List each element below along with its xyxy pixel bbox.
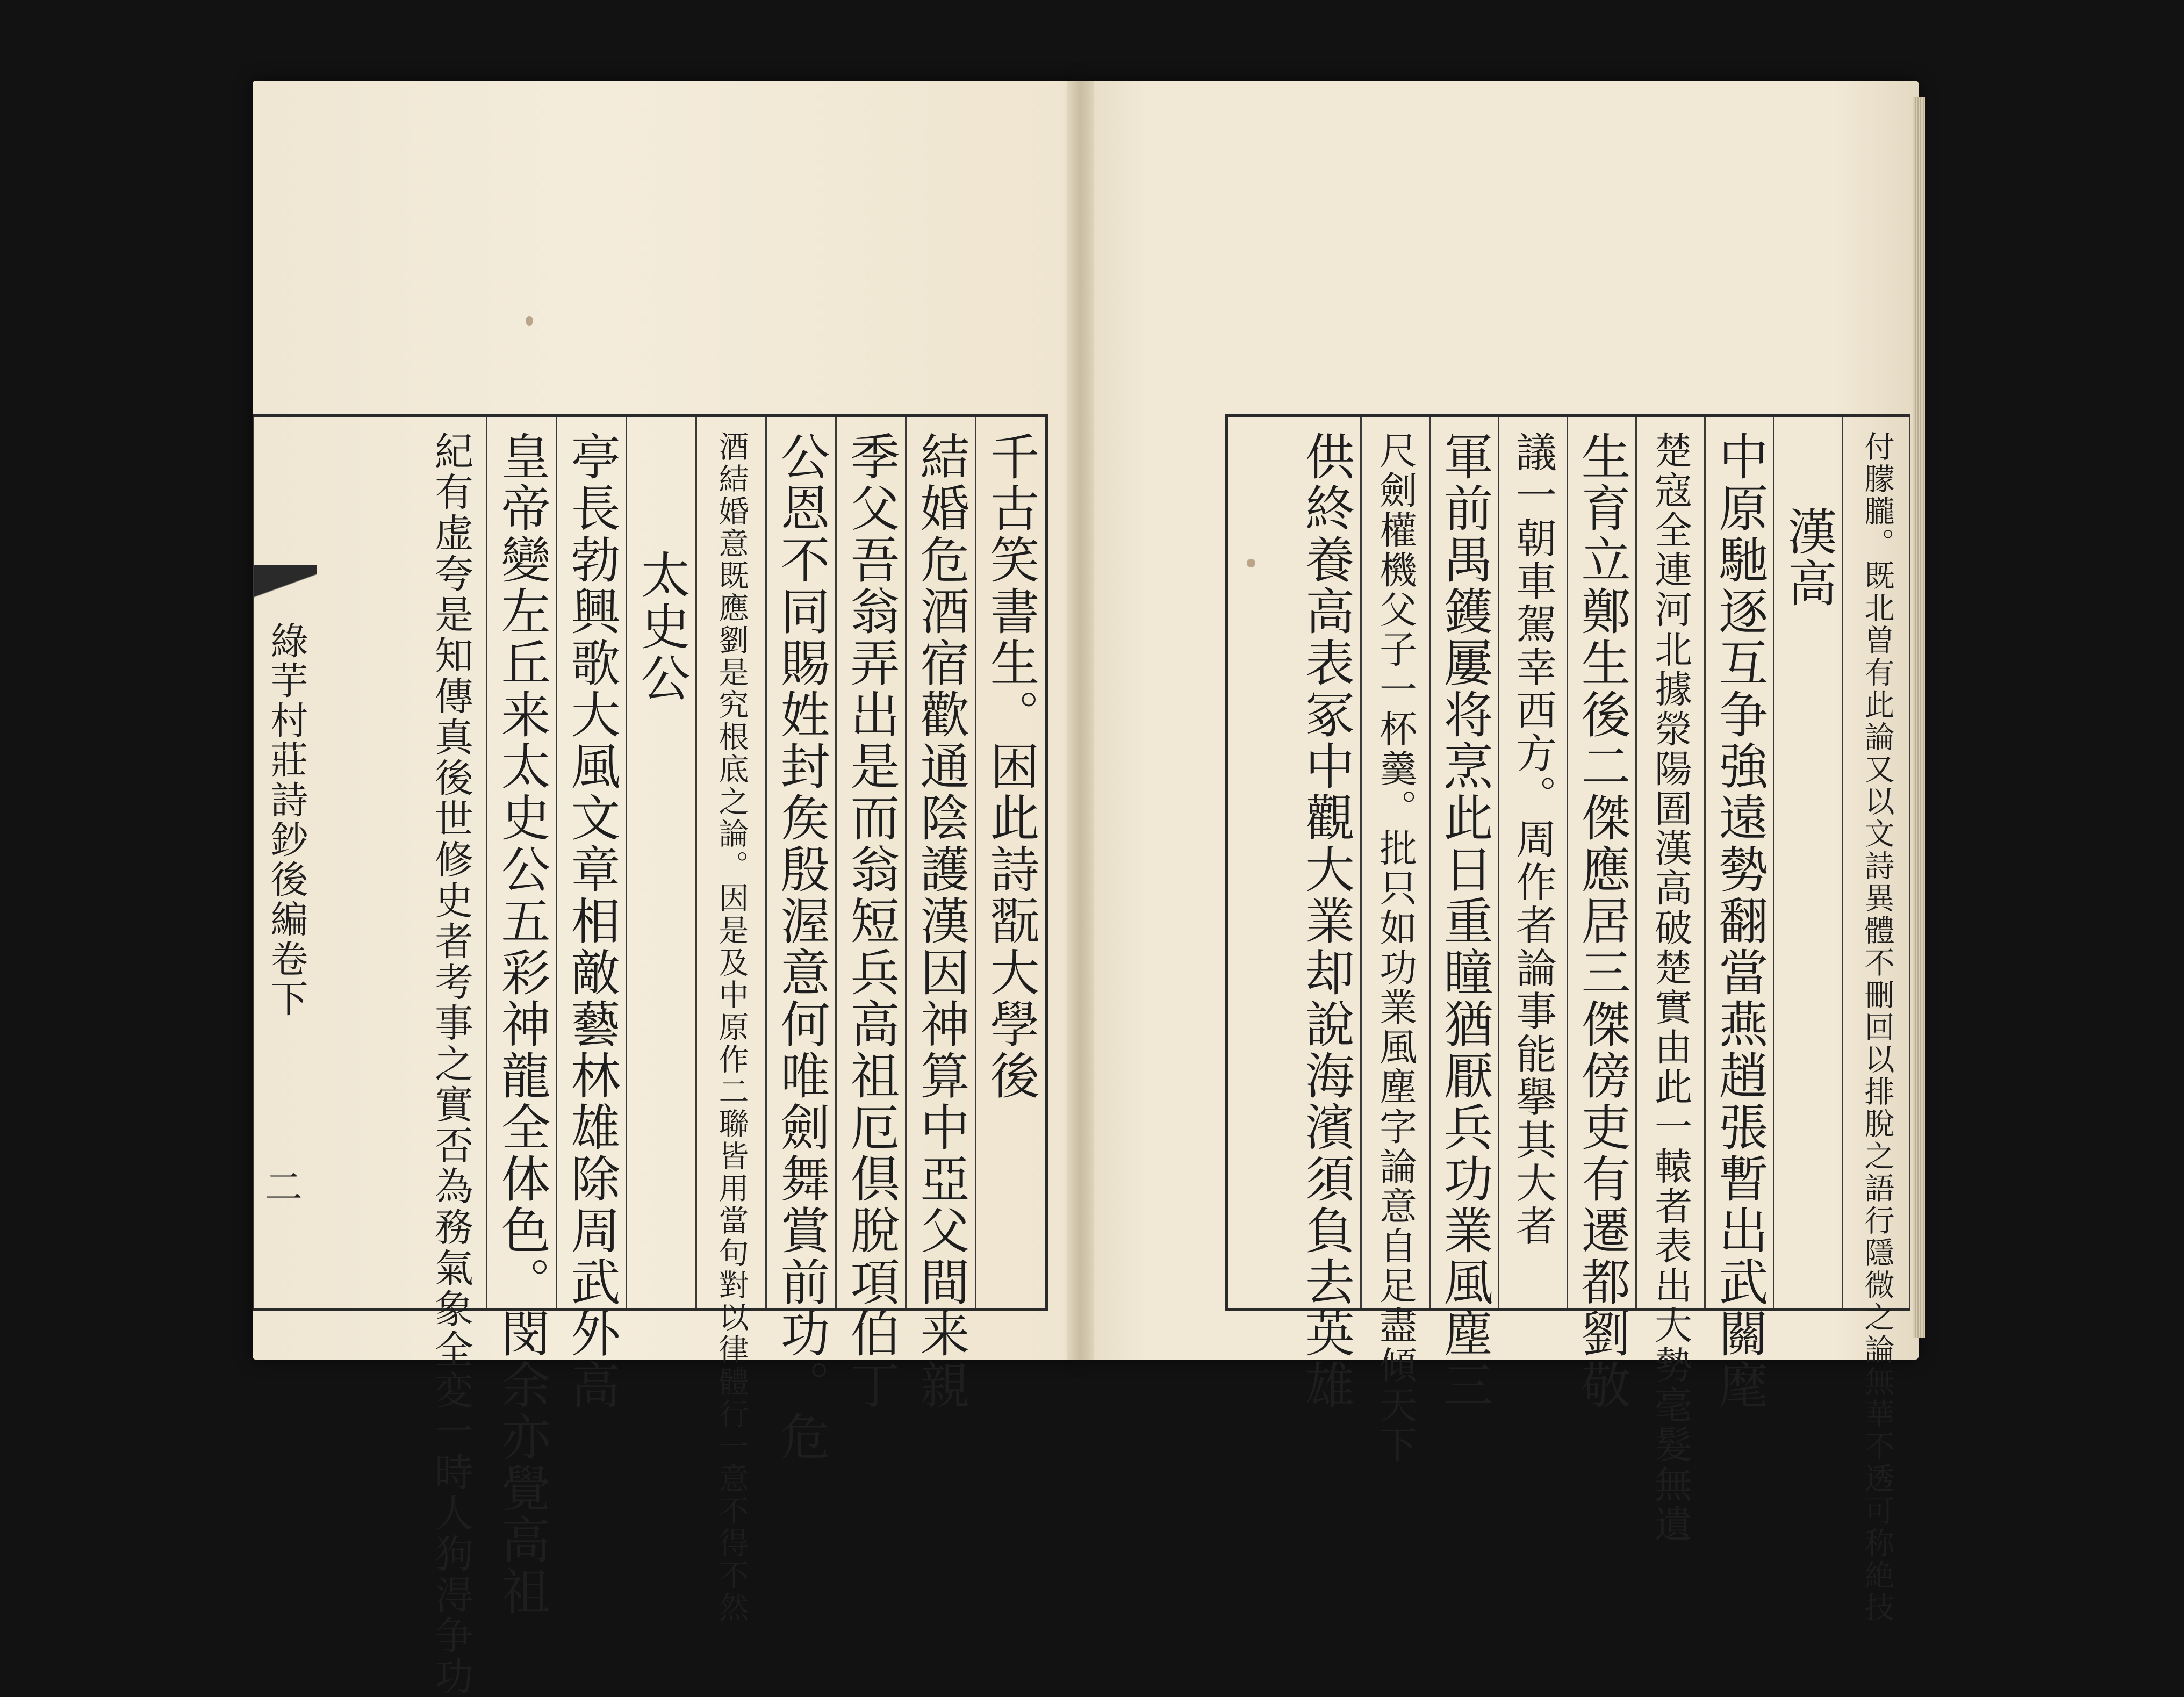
text-column: 楚寇全連河北據滎陽圄漢高破楚實由此一轅者表出大勢毫髮無遺: [1635, 417, 1704, 1308]
text-column: 議一朝車駕幸西方。周作者論事能擧其大者: [1498, 417, 1567, 1308]
text-column: 公恩不同賜姓封矦殷渥意何唯劍舞賞前功。危: [765, 417, 835, 1308]
ink-stain: [526, 316, 533, 326]
book-gutter: [1067, 81, 1094, 1360]
text-column: 生育立鄭生後二傑應居三傑傍吏有遷都劉敬: [1567, 417, 1635, 1308]
text-column: 亭長勃興歌大風文章相敵藝林雄除周武外高: [556, 417, 626, 1308]
text-column: 紀有虚夸是知傳真後世修史者考事之實否為務氣象全変一時人狗淂争功: [428, 431, 473, 1697]
fishtail-mark: [254, 565, 317, 608]
poem-title: 太史公: [626, 417, 695, 1308]
text-column: 軍前禺鑊屢将烹此日重瞳猶厭兵功業風塵三: [1429, 417, 1498, 1308]
page-edges: [1913, 97, 1925, 1338]
text-column: 結婚危酒宿歡通陰護漢因神算中亞父間来親: [905, 417, 975, 1308]
commentary-column: 酒結婚意既應劉是究根底之論。因是及中原作二聯皆用當句對以律體行一意不得不然: [695, 417, 765, 1308]
commentary-column: 付朦朧。既北曽有此論又以文詩異體不刪回以排脫之語行隱微之論無華不透可称絶技: [1842, 417, 1910, 1308]
text-column: 尺劍權機父子一杯羹。批只如功業風塵字論意自足盡傾天下: [1360, 417, 1429, 1308]
text-column: 供終養高表冢中觀大業却說海濱須負去英雄: [1297, 431, 1355, 1411]
right-columns: [1228, 417, 1910, 1624]
left-page-banner: [253, 417, 317, 1308]
page-number: 二: [265, 1165, 303, 1209]
book-title: 綠芋村莊詩鈔後編卷下: [264, 621, 308, 1019]
right-text-block: [1225, 414, 1910, 1624]
poem-title: 漢高: [1773, 417, 1842, 1308]
text-column: 中原馳逐互争強遠勢翻當燕趙張暫出武關麾: [1704, 417, 1773, 1308]
text-column: 千古笑書生。困此詩翫大學後: [975, 417, 1045, 1308]
left-columns: [317, 417, 1045, 1697]
left-text-block: [253, 414, 1048, 1697]
text-column: 季父吾翁弄出是而翁短兵高祖厄倶脫項伯丁: [835, 417, 905, 1308]
text-column: 皇帝變左丘来太史公五彩神龍全体色。閔余亦覺高祖: [486, 417, 556, 1308]
